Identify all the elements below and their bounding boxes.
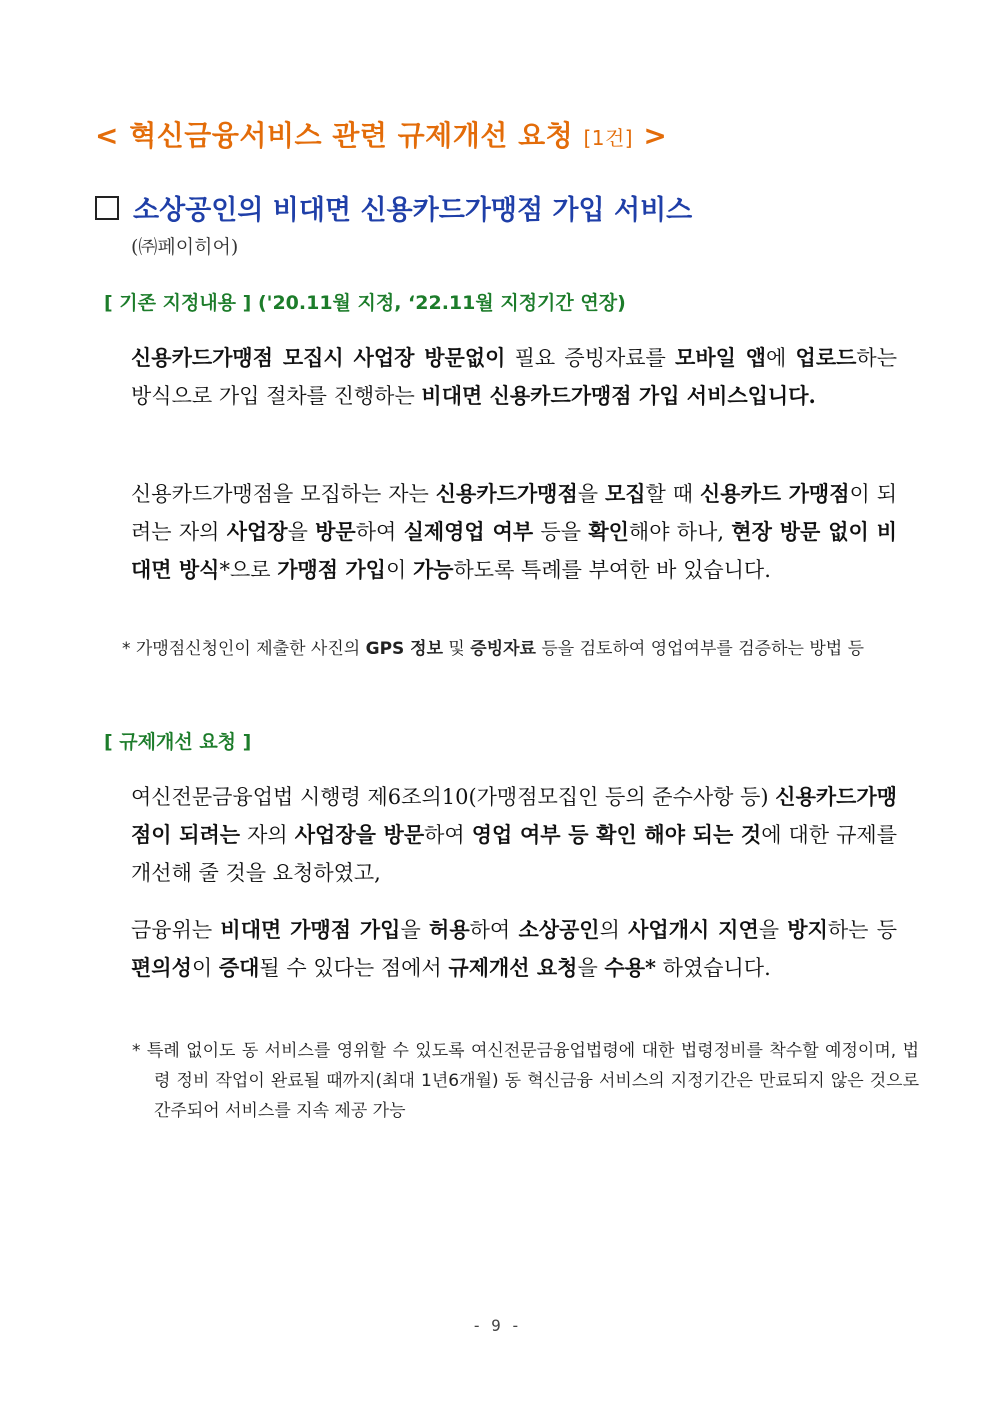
- text-span: 등을: [533, 520, 589, 544]
- text-span: 의: [599, 918, 629, 942]
- request-paragraph-1: [131, 778, 897, 892]
- text-span: 신용카드가맹점: [435, 481, 578, 506]
- text-span: 규제개선 요청: [448, 955, 578, 980]
- request-footnote: * 특례 없이도 동 서비스를 영위할 수 있도록 여신전문금융업법령에 대한 법령정비를 착수할 예정이며, 법령 정비 작업이 완료될 때까지(최대 1년6개월) 동 혁신금융 서비스의 지정기간은 만료되지 않은 것으로 간주되어 서비스를 지속 제공 가능: [132, 1041, 919, 1121]
- text-span: 신용카드가맹점을 모집하는 자는: [131, 482, 436, 506]
- text-span: 영업 여부 등 확인 해야 되는 것: [471, 822, 762, 847]
- text-span: 필요 증빙자료를: [505, 346, 676, 370]
- existing-paragraph-2: [131, 475, 897, 589]
- text-span: 사업개시 지연: [628, 917, 759, 942]
- text-span: 을: [287, 520, 316, 544]
- text-span: 소상공인: [518, 917, 600, 942]
- text-span: 하는 방식으로 가입 절차를 진행하는: [131, 346, 897, 408]
- text-span: 을: [577, 482, 605, 506]
- section-title: [95, 114, 667, 154]
- section-count: [1건]: [583, 126, 634, 150]
- text-span: 될 수 있다는 점에서: [259, 956, 449, 980]
- text-span: 금융위는: [131, 918, 221, 942]
- existing-paragraph-1: [131, 339, 897, 415]
- text-span: 을: [400, 918, 430, 942]
- text-span: 비대면 신용카드가맹점 가입 서비스입니다.: [421, 383, 816, 408]
- text-span: 에 대한 규제를 개선해 줄 것을 요청하였고,: [131, 823, 897, 885]
- text-span: 을: [577, 956, 605, 980]
- text-span: 확인: [588, 519, 629, 544]
- request-paragraph-2: [131, 911, 897, 987]
- text-span: 방문: [315, 519, 356, 544]
- text-span: 이 되려는 자의: [131, 482, 898, 544]
- text-span: 허용: [429, 917, 470, 942]
- text-span: 을: [758, 918, 788, 942]
- text-span: *으로: [219, 558, 278, 582]
- text-span: 하여: [355, 520, 404, 544]
- text-span: 여신전문금융업법 시행령 제6조의10(가맹점모집인 등의 준수사항 등): [131, 785, 776, 809]
- text-span: 증빙자료: [470, 639, 536, 659]
- text-span: * 가맹점신청인이 제출한 사진의: [122, 639, 366, 659]
- request-heading: [ 규제개선 요청 ]: [104, 731, 252, 753]
- text-span: 모바일 앱: [675, 345, 767, 370]
- text-span: 수용*: [604, 955, 656, 980]
- text-span: 사업장을 방문: [294, 822, 425, 847]
- text-span: 하였습니다.: [655, 956, 771, 980]
- service-title-text: 소상공인의 비대면 신용카드가맹점 가입 서비스: [133, 195, 693, 226]
- checkbox-square-icon: [95, 196, 119, 220]
- text-span: 신용카드 가맹점: [699, 481, 850, 506]
- text-span: 실제영업 여부: [403, 519, 534, 544]
- text-span: 하는 등: [827, 918, 897, 942]
- text-span: 자의: [240, 823, 295, 847]
- text-span: 에: [766, 346, 796, 370]
- text-span: 비대면 가맹점 가입: [220, 917, 401, 942]
- existing-footnote: [122, 634, 919, 664]
- text-span: 해야 하나,: [628, 520, 732, 544]
- text-span: 하여: [469, 918, 519, 942]
- text-span: 모집: [604, 481, 646, 506]
- section-title-close: >: [643, 119, 668, 152]
- text-span: 및: [443, 639, 471, 659]
- text-span: 하도록 특례를 부여한 바 있습니다.: [453, 558, 771, 582]
- text-span: 이: [385, 558, 413, 582]
- text-span: 업로드: [795, 345, 857, 370]
- existing-heading: [ 기존 지정내용 ] ('20.11월 지정, ‘22.11월 지정기간 연장): [104, 292, 626, 314]
- text-span: GPS 정보: [365, 639, 444, 659]
- text-span: 신용카드가맹점 모집시 사업장 방문없이: [131, 345, 506, 370]
- text-span: 가능: [412, 557, 454, 582]
- page-number: - 9 -: [471, 1316, 521, 1335]
- text-span: 증대: [218, 955, 260, 980]
- text-span: 방지: [787, 917, 828, 942]
- company-name: (㈜페이히어): [131, 236, 239, 258]
- text-span: 현장 방문 없이 비대면 방식: [131, 519, 898, 582]
- text-span: 편의성: [131, 955, 192, 980]
- text-span: 등을 검토하여 영업여부를 검증하는 방법 등: [535, 639, 864, 659]
- service-title: [95, 188, 692, 227]
- section-title-text: < 혁신금융서비스 관련 규제개선 요청: [95, 119, 574, 152]
- text-span: 할 때: [645, 482, 700, 506]
- text-span: 신용카드가맹점이 되려는: [131, 784, 897, 847]
- text-span: 하여: [424, 823, 472, 847]
- text-span: 이: [191, 956, 219, 980]
- text-span: 가맹점 가입: [277, 557, 386, 582]
- text-span: 사업장: [226, 519, 288, 544]
